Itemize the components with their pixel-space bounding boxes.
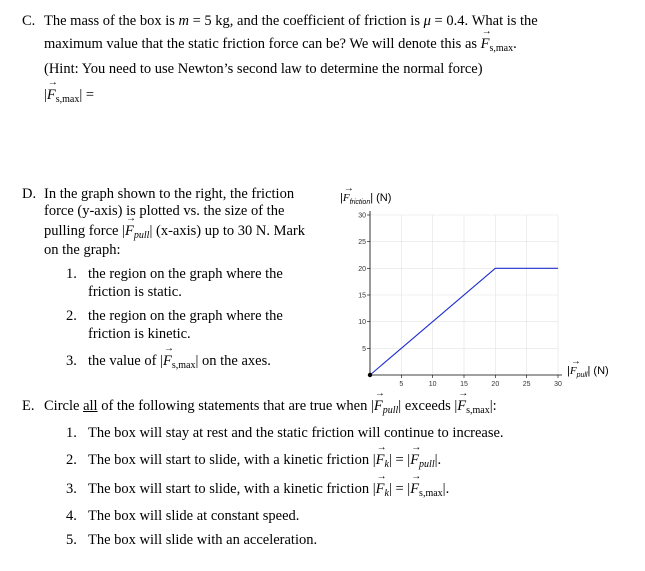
- part-d-item-3-text: the value of |→ $F_{s,max}|$ on the axes.: [88, 352, 271, 373]
- part-e-item-3-text: The box will start to slide, with a kinetic friction |→ $F_k|$ = |→ $F_{s,max}|$.: [88, 480, 449, 501]
- x-tick-label-10: 10: [428, 381, 437, 388]
- x-tick-label-30: 30: [554, 381, 562, 388]
- part-e-intro: Circle all of the following statements that are true when |→ $F_{pull}|$ exceeds |→ $F_{s,max}|$:: [44, 397, 497, 418]
- part-e-item-2-text: The box will start to slide, with a kinetic friction |→ $F_k|$ = |→ $F_{pull}|$.: [88, 451, 441, 472]
- part-c-line-1: The mass of the box is m = 5 kg, and the coefficient of friction is μ = 0.4. What is the: [44, 13, 538, 29]
- x-tick-label-20: 20: [491, 381, 500, 388]
- part-c-answer-line: |→ $F_{s,max}|$ =: [44, 86, 94, 107]
- part-e-item-1-text: The box will stay at rest and the static friction will continue to increase.: [88, 425, 504, 441]
- friction-chart: [340, 205, 570, 390]
- f-smax-symbol: → F: [481, 35, 490, 53]
- part-d-line-2: force (y-axis) is plotted vs. the size of the: [44, 203, 285, 219]
- chart-x-axis-label: |→ $F_{pull}|$ (N): [567, 365, 609, 381]
- part-e-item-5-num: 5.: [66, 532, 77, 548]
- part-d-item-1-l2: friction is static.: [88, 284, 182, 300]
- y-tick-label-25: 25: [358, 239, 366, 247]
- x-tick-label-25: 25: [522, 381, 531, 388]
- x-tick-label-5: 5: [399, 381, 404, 388]
- part-e-item-1-num: 1.: [66, 425, 77, 441]
- chart-y-axis-label: |→ $F_{friction}|$ (N): [340, 192, 391, 208]
- part-d-line-1: In the graph shown to the right, the friction: [44, 186, 295, 202]
- part-e-item-4-text: The box will slide at constant speed.: [88, 508, 300, 524]
- part-c-line-2: maximum value that the static friction force can be? We will denote this as → $F_{s,max}$.: [44, 35, 517, 56]
- part-c-letter: C.: [22, 13, 36, 29]
- origin-point: [368, 373, 372, 377]
- part-d-item-2-num: 2.: [66, 308, 77, 324]
- part-e-letter: E.: [22, 398, 35, 414]
- part-d-letter: D.: [22, 186, 37, 202]
- y-tick-label-10: 10: [358, 319, 366, 327]
- part-d-line-3: pulling force |→ $F_{pull}|$ (x-axis) up to 30 N. Mark: [44, 222, 305, 243]
- part-d-item-1-l1: the region on the graph where the: [88, 266, 283, 282]
- part-e-item-4-num: 4.: [66, 508, 77, 524]
- y-tick-label-5: 5: [362, 345, 366, 353]
- part-e-item-5-text: The box will slide with an acceleration.: [88, 532, 318, 548]
- part-d-item-1-num: 1.: [66, 266, 77, 282]
- y-tick-label-30: 30: [358, 212, 366, 220]
- x-tick-label-15: 15: [460, 381, 468, 388]
- part-d-item-2-l1: the region on the graph where the: [88, 308, 283, 324]
- y-tick-label-20: 20: [358, 265, 366, 273]
- part-c-hint: (Hint: You need to use Newton’s second law to determine the normal force): [44, 61, 483, 77]
- part-d-item-3-num: 3.: [66, 353, 77, 369]
- y-tick-label-15: 15: [358, 292, 366, 300]
- part-e-item-3-num: 3.: [66, 481, 77, 497]
- part-d-item-2-l2: friction is kinetic.: [88, 326, 191, 342]
- part-e-item-2-num: 2.: [66, 452, 77, 468]
- part-d-line-4: on the graph:: [44, 242, 121, 258]
